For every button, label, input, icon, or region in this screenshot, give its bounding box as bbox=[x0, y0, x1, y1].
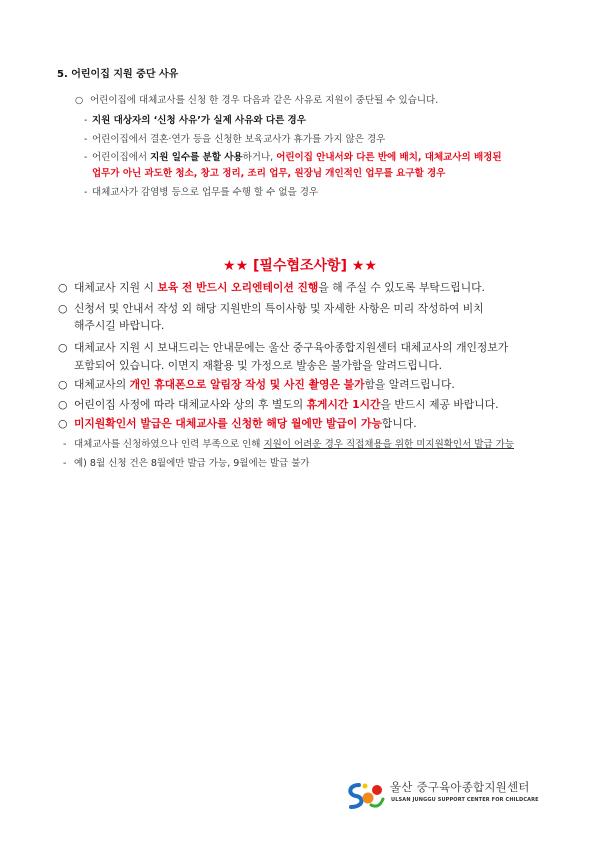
notice-item-text: 대체교사의 bbox=[74, 378, 130, 391]
notice-item-emphasis: 보육 전 반드시 오리엔테이션 진행 bbox=[157, 281, 319, 294]
org-name-en: ULSAN JUNGGU SUPPORT CENTER FOR CHILDCARE bbox=[391, 797, 539, 803]
notice-item-emphasis: 미지원확인서 발급은 대체교사를 신청한 해당 월에만 발급이 가능 bbox=[74, 417, 382, 430]
dash-bullet-marker: - bbox=[63, 439, 67, 450]
stop-reason-3-emphasis: 업무가 아닌 과도한 청소, 창고 정리, 조리 업무, 원장님 개인적인 업무를 요구할 경우 bbox=[92, 168, 446, 179]
notice-item-4 bbox=[74, 380, 455, 391]
notice-item-text: 함을 알려드립니다. bbox=[364, 378, 455, 391]
stop-reason-2 bbox=[92, 135, 385, 145]
dash-bullet-marker: - bbox=[84, 152, 88, 163]
notice-item-text: 을 반드시 제공 바랍니다. bbox=[380, 398, 499, 411]
section-heading: 5. 어린이집 지원 중단 사유 bbox=[57, 69, 179, 80]
stop-reason-2-text: 어린이집에서 결혼·연가 등을 신청한 보육교사가 휴가를 가지 않은 경우 bbox=[92, 134, 386, 145]
stop-reason-1 bbox=[92, 116, 306, 126]
notice-note-1 bbox=[74, 440, 514, 450]
circle-bullet-marker: ○ bbox=[58, 378, 68, 391]
stop-reason-3-bold: 지원 일수를 분할 사용 bbox=[150, 152, 243, 163]
notice-item-text: 대체교사 지원 시 보내드리는 안내문에는 울산 중구육아종합지원센터 대체교사의 개인정보가 bbox=[74, 341, 509, 354]
notice-note-2 bbox=[74, 459, 310, 469]
stop-reason-1-text: 지원 대상자의 ‘신청 사유’가 실제 사유와 다른 경우 bbox=[92, 115, 306, 126]
stop-reason-3-line-2 bbox=[92, 169, 445, 179]
notice-item-1 bbox=[74, 283, 485, 294]
notice-item-text: 어린이집 사정에 따라 대체교사와 상의 후 별도의 bbox=[74, 398, 307, 411]
dash-bullet-marker: - bbox=[84, 115, 88, 126]
stop-reason-4-text: 대체교사가 감염병 등으로 업무를 수행 할 수 없을 경우 bbox=[92, 187, 319, 198]
stop-reason-4 bbox=[92, 188, 318, 198]
stop-reason-3-emphasis: 어린이집 안내서와 다른 반에 배치, 대체교사의 배정된 bbox=[276, 152, 502, 163]
notice-item-3-line-1 bbox=[74, 343, 508, 354]
notice-item-text: 포함되어 있습니다. 이면지 재활용 및 가정으로 발송은 불가함을 알려드립니다. bbox=[74, 359, 443, 372]
circle-bullet-marker: ○ bbox=[75, 95, 84, 106]
notice-item-text: 해주시길 바랍니다. bbox=[74, 319, 165, 332]
stop-reason-3-text: 어린이집에서 bbox=[92, 152, 151, 163]
notice-item-text: 합니다. bbox=[381, 417, 417, 430]
notice-item-5 bbox=[74, 400, 499, 411]
circle-bullet-marker: ○ bbox=[58, 341, 68, 354]
notice-item-text: 신청서 및 안내서 작성 외 해당 지원반의 특이사항 및 자세한 사항은 미리 작성하여 비치 bbox=[74, 302, 484, 315]
stop-reason-3-line-1 bbox=[92, 153, 502, 163]
notice-item-text: 대체교사 지원 시 bbox=[74, 281, 158, 294]
stop-reason-3-text: 하거나, bbox=[242, 152, 277, 163]
notice-note-underlined: 지원이 어려운 경우 직접채용을 위한 미지원확인서 발급 가능 bbox=[263, 439, 515, 450]
dash-bullet-marker: - bbox=[63, 458, 67, 469]
circle-bullet-marker: ○ bbox=[58, 398, 68, 411]
notice-note-text: 대체교사를 신청하였으나 인력 부족으로 인해 bbox=[74, 439, 264, 450]
org-name: 울산 중구육아종합지원센터 bbox=[390, 780, 530, 794]
dash-bullet-marker: - bbox=[84, 134, 88, 145]
circle-bullet-marker: ○ bbox=[58, 281, 68, 294]
center-logo-icon bbox=[344, 780, 386, 810]
notice-note-text: 예) 8월 신청 건은 8월에만 발급 가능, 9월에는 발급 불가 bbox=[74, 458, 310, 469]
notice-item-3-line-2 bbox=[74, 361, 442, 372]
notice-item-emphasis: 휴게시간 1시간 bbox=[306, 398, 381, 411]
notice-item-emphasis: 개인 휴대폰으로 알림장 작성 및 사진 촬영은 불가 bbox=[129, 378, 365, 391]
notice-title: ★★ [필수협조사항] ★★ bbox=[223, 258, 377, 274]
notice-item-2-line-2 bbox=[74, 321, 164, 332]
circle-bullet-marker: ○ bbox=[58, 302, 68, 315]
dash-bullet-marker: - bbox=[84, 187, 88, 198]
notice-item-text: 을 해 주실 수 있도록 부탁드립니다. bbox=[318, 281, 485, 294]
notice-item-6 bbox=[74, 419, 417, 430]
notice-item-2-line-1 bbox=[74, 304, 484, 315]
circle-bullet-marker: ○ bbox=[58, 417, 68, 430]
section-intro: 어린이집에 대체교사를 신청 한 경우 다음과 같은 사유로 지원이 중단될 수 있습니다. bbox=[90, 95, 439, 106]
